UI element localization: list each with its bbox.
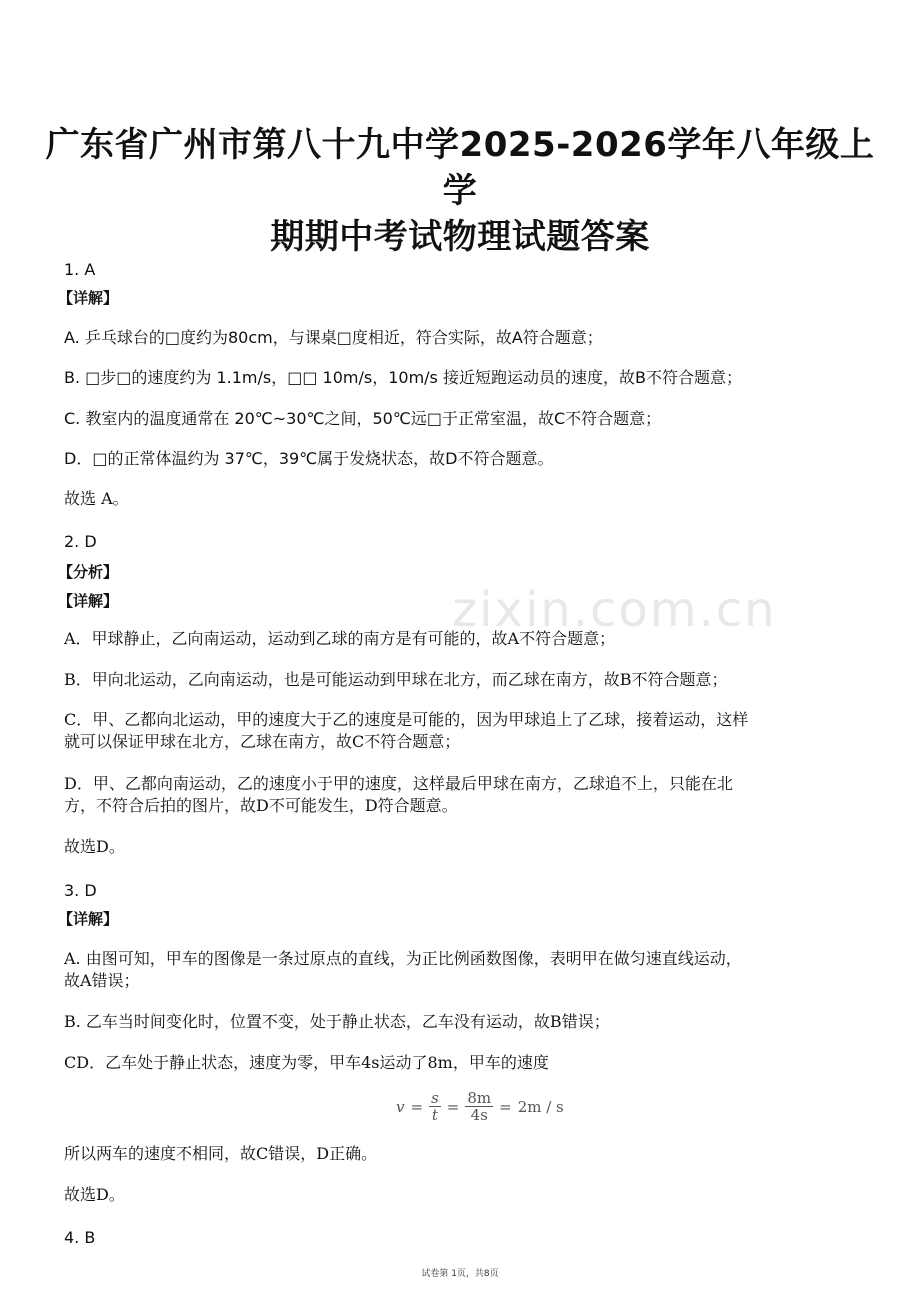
- q2-option-d-line2: 方，不符合后拍的图片，故D不可能发生，D符合题意。: [64, 796, 458, 815]
- q2-tag-detail: 【详解】: [58, 592, 119, 610]
- title-line-2: 期期中考试物理试题答案: [270, 217, 650, 257]
- formula-numerator: 8m: [467, 1089, 492, 1107]
- formula-result: 2m / s: [517, 1097, 564, 1116]
- q2-tag-analysis: 【分析】: [58, 563, 119, 581]
- q1-number: 1. A: [64, 260, 96, 279]
- q1-option-b: B. □步□的速度约为 1.1m/s，□□ 10m/s，10m/s 接近短跑运动员的速度，故B不符合题意；: [64, 368, 742, 387]
- formula-denominator: 4s: [470, 1106, 488, 1124]
- q2-option-c-line2: 就可以保证甲球在北方，乙球在南方，故C不符合题意；: [64, 732, 461, 751]
- formula-fraction-values: [465, 1090, 493, 1123]
- formula-s: s: [431, 1089, 439, 1107]
- formula-t: t: [431, 1106, 438, 1124]
- q3-option-a-line2: 故A错误；: [64, 971, 140, 990]
- q3-conclusion: 所以两车的速度不相同，故C错误，D正确。: [64, 1144, 378, 1163]
- speed-formula: [396, 1090, 564, 1123]
- q3-choice: 故选D。: [64, 1185, 125, 1204]
- q3-option-a-line1: A. 由图可知，甲车的图像是一条过原点的直线，为正比例函数图像，表明甲在做匀速直线运动，: [64, 949, 742, 968]
- formula-v: v: [396, 1097, 405, 1116]
- q2-option-d-line1: D．甲、乙都向南运动，乙的速度小于甲的速度，这样最后甲球在南方，乙球追不上，只能在北: [64, 774, 733, 793]
- q3-number: 3. D: [64, 881, 97, 900]
- q2-option-c-line1: C．甲、乙都向北运动，甲的速度大于乙的速度是可能的，因为甲球追上了乙球，接着运动，这样: [64, 710, 749, 729]
- q2-option-b: B．甲向北运动，乙向南运动，也是可能运动到甲球在北方，而乙球在南方，故B不符合题意；: [64, 670, 728, 689]
- q2-option-a: A．甲球静止，乙向南运动，运动到乙球的南方是有可能的，故A不符合题意；: [64, 629, 616, 648]
- watermark: zixin.com.cn: [452, 582, 777, 638]
- page-footer: 试卷第 1页，共8页: [421, 1269, 499, 1279]
- formula-eq3: =: [499, 1097, 512, 1116]
- formula-fraction-st: [429, 1090, 441, 1123]
- q1-choice: 故选 A。: [64, 489, 129, 508]
- q3-option-b: B. 乙车当时间变化时，位置不变，处于静止状态，乙车没有运动，故B错误；: [64, 1012, 610, 1031]
- q4-number: 4. B: [64, 1228, 96, 1247]
- q1-option-c: C. 教室内的温度通常在 20℃~30℃之间，50℃远□于正常室温，故C不符合题意；: [64, 409, 662, 428]
- formula-eq2: =: [446, 1097, 460, 1116]
- formula-eq1: =: [410, 1097, 424, 1116]
- q1-option-d: D．□的正常体温约为 37℃，39℃属于发烧状态，故D不符合题意。: [64, 449, 554, 468]
- page-title: [40, 122, 880, 260]
- title-line-1: 广东省广州市第八十九中学2025-2026学年八年级上学: [45, 125, 875, 211]
- q1-tag: 【详解】: [58, 289, 119, 307]
- q1-option-a: A. 乒乓球台的□度约为80cm，与课桌□度相近，符合实际，故A符合题意；: [64, 328, 603, 347]
- q3-option-cd: CD．乙车处于静止状态，速度为零，甲车4s运动了8m，甲车的速度: [64, 1053, 549, 1072]
- q2-choice: 故选D。: [64, 837, 125, 856]
- q3-tag: 【详解】: [58, 910, 119, 928]
- q2-number: 2. D: [64, 532, 97, 551]
